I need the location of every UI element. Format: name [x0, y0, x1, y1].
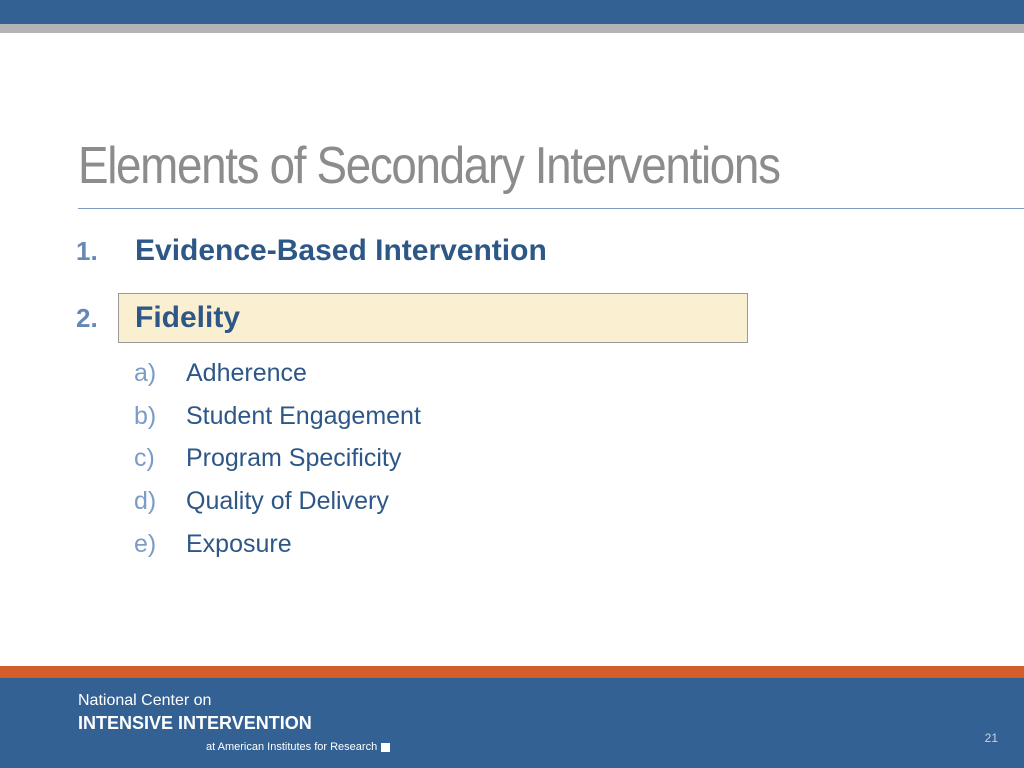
- square-icon: [381, 743, 390, 752]
- sub-letter: b): [134, 401, 157, 430]
- sub-item-exposure: [134, 529, 292, 559]
- sub-text: Adherence: [186, 358, 307, 387]
- sub-item-adherence: [134, 358, 307, 388]
- sub-text: Quality of Delivery: [186, 486, 389, 515]
- org-affiliation-text: at American Institutes for Research: [206, 741, 378, 753]
- list-item-evidence-based: [76, 226, 547, 276]
- sub-item-quality-of-delivery: [134, 486, 389, 516]
- org-affiliation: [206, 741, 390, 753]
- header-stripe: [0, 24, 1024, 33]
- slide-title: Elements of Secondary Interventions: [78, 137, 780, 195]
- sub-item-program-specificity: [134, 443, 401, 473]
- header-bar: [0, 0, 1024, 24]
- title-divider: [78, 208, 1024, 209]
- sub-text: Student Engagement: [186, 401, 421, 430]
- sub-text: Exposure: [186, 529, 292, 558]
- sub-text: Program Specificity: [186, 443, 402, 472]
- sub-letter: d): [134, 486, 157, 515]
- org-name-line2: INTENSIVE INTERVENTION: [78, 713, 312, 733]
- sub-letter: c): [134, 443, 155, 472]
- list-item-fidelity: [76, 293, 240, 343]
- list-number: 2.: [76, 302, 98, 333]
- list-label: Evidence-Based Intervention: [135, 234, 547, 267]
- sub-letter: a): [134, 358, 157, 387]
- sub-item-student-engagement: [134, 401, 421, 431]
- org-name-line1: National Center on: [78, 692, 212, 709]
- page-number: 21: [984, 731, 998, 745]
- footer-stripe: [0, 666, 1024, 678]
- list-number: 1.: [76, 235, 98, 266]
- sub-letter: e): [134, 529, 157, 558]
- list-label: Fidelity: [135, 301, 241, 334]
